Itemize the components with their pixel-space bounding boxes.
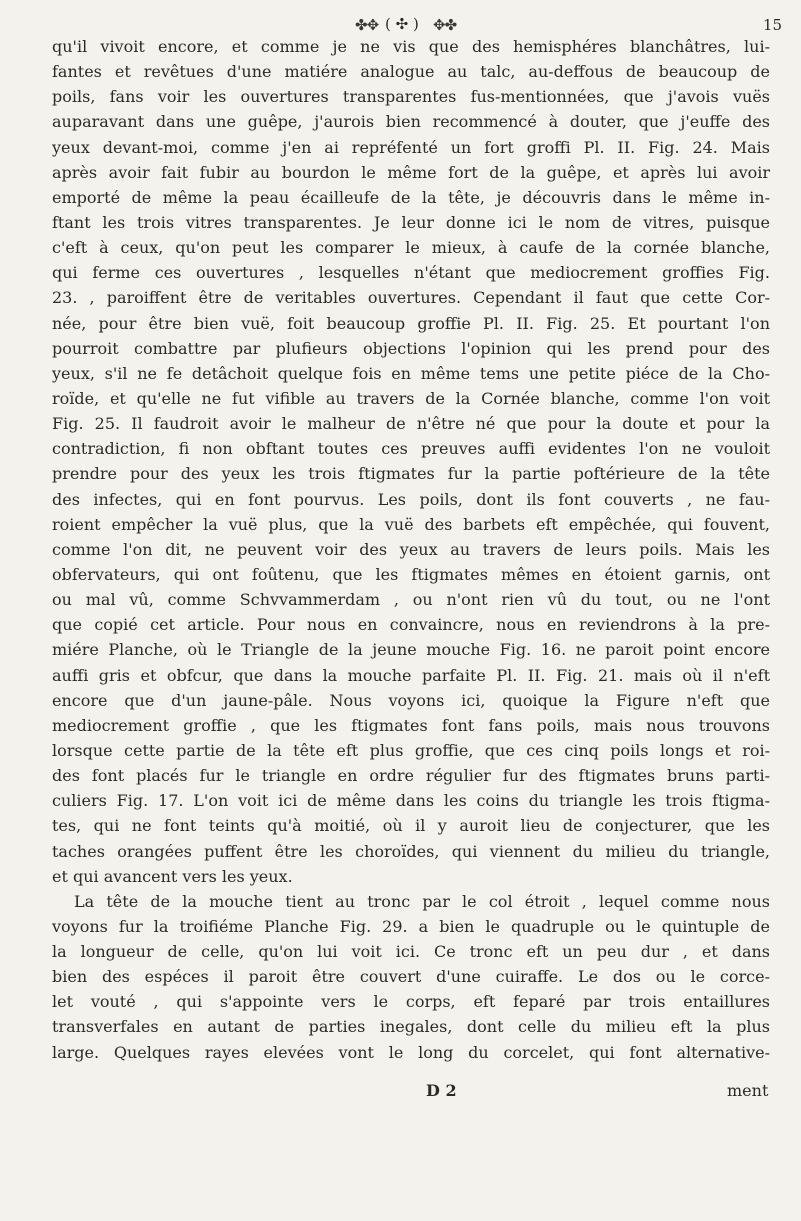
page-header <box>0 14 801 36</box>
text-line: large. Quelques rayes elevées vont le long du corcelet, qui font alternative- <box>52 1042 770 1062</box>
catchword: ment <box>727 1081 769 1100</box>
text-line: Fig. 25. Il faudroit avoir le malheur de n'être né que pour la doute et pour la <box>52 414 770 434</box>
body-text <box>52 34 770 1065</box>
text-line: roient empêcher la vuë plus, que la vuë des barbets eft empêchée, qui fouvent, <box>52 514 770 534</box>
text-line: prendre pour des yeux les trois ftigmates fur la partie poftérieure de la tête <box>52 464 770 484</box>
text-line: comme l'on dit, ne peuvent voir des yeux au travers de leurs poils. Mais les <box>52 539 770 559</box>
page-number: 15 <box>763 16 783 34</box>
paragraph-end-line: et qui avancent vers les yeux. <box>52 866 293 886</box>
text-line: 23. , paroiffent être de veritables ouvertures. Cependant il faut que cette Cor- <box>52 288 770 308</box>
text-line: voyons fur la troifiéme Planche Fig. 29. a bien le quadruple ou le quintuple de <box>52 916 770 936</box>
text-line: pourroit combattre par plufieurs objections l'opinion qui les prend pour des <box>52 338 770 358</box>
text-line: bien des espéces il paroit être couvert d'une cuiraffe. Le dos ou le corce- <box>52 967 770 987</box>
text-line: auffi gris et obfcur, que dans la mouche parfaite Pl. II. Fig. 21. mais où il n'eft <box>52 665 770 685</box>
text-line: transverfales en autant de parties inegales, dont celle du milieu eft la plus <box>52 1017 770 1037</box>
text-line: emporté de même la peau écailleufe de la tête, je découvris dans le même in- <box>52 187 770 207</box>
text-line: la longueur de celle, qu'on lui voit ici. Ce tronc eft un peu dur , et dans <box>52 942 770 962</box>
text-line: lorsque cette partie de la tête eft plus groffie, que ces cinq poils longs et roi- <box>52 740 770 760</box>
text-line: roïde, et qu'elle ne fut vifible au travers de la Cornée blanche, comme l'on voit <box>52 388 770 408</box>
text-line: contradiction, fi non obftant toutes ces preuves auffi evidentes l'on ne vouloit <box>52 439 770 459</box>
text-line: des infectes, qui en font pourvus. Les poils, dont ils font couverts , ne fau- <box>52 489 770 509</box>
text-line: ftant les trois vitres transparentes. Je leur donne ici le nom de vitres, puisque <box>52 212 770 232</box>
text-line: auparavant dans une guêpe, j'aurois bien recommencé à douter, que j'euffe des <box>52 112 770 132</box>
signature-mark: D 2 <box>426 1081 457 1100</box>
text-line: après avoir fait fubir au bourdon le même fort de la guêpe, et après lui avoir <box>52 162 770 182</box>
text-line: qu'il vivoit encore, et comme je ne vis que des hemisphéres blanchâtres, lui- <box>52 37 770 56</box>
header-ornament-right: ✥✤ <box>433 16 457 34</box>
text-line: culiers Fig. 17. L'on voit ici de même dans les coins du triangle les trois ftigma- <box>52 791 770 811</box>
text-line: fantes et revêtues d'une matiére analogue au talc, au-deffous de beaucoup de <box>52 62 770 82</box>
text-line: obfervateurs, qui ont foûtenu, que les ftigmates mêmes en étoient garnis, ont <box>52 564 770 584</box>
text-line: miére Planche, où le Triangle de la jeune mouche Fig. 16. ne paroit point encore <box>52 640 770 660</box>
text-line: que copié cet article. Pour nous en convaincre, nous en reviendrons à la pre- <box>52 615 770 635</box>
header-ornament-left: ✤✥ <box>355 16 379 34</box>
text-line: yeux devant-moi, comme j'en ai repréfenté un fort groffi Pl. II. Fig. 24. Mais <box>52 137 770 157</box>
paragraph-first-line: La tête de la mouche tient au tronc par le col étroit , lequel comme nous <box>74 891 770 911</box>
text-line: yeux, s'il ne fe detâchoit quelque fois en même tems une petite piéce de la Cho- <box>52 363 770 383</box>
page-footer <box>0 1081 801 1105</box>
text-line: encore que d'un jaune-pâle. Nous voyons ici, quoique la Figure n'eft que <box>52 690 770 710</box>
text-line: mediocrement groffie , que les ftigmates font fans poils, mais nous trouvons <box>52 715 770 735</box>
text-line: poils, fans voir les ouvertures transparentes fus-mentionnées, que j'avois vuës <box>52 87 770 107</box>
text-line: ou mal vû, comme Schvvammerdam , ou n'ont rien vû du tout, ou ne l'ont <box>52 590 770 610</box>
text-line: qui ferme ces ouvertures , lesquelles n'étant que mediocrement groffies Fig. <box>52 263 770 283</box>
header-ornament-center: ( ✣ ) <box>385 15 419 33</box>
text-line: des font placés fur le triangle en ordre régulier fur des ftigmates bruns parti- <box>52 766 770 786</box>
text-line: let vouté , qui s'appointe vers le corps, eft feparé par trois entaillures <box>52 992 770 1012</box>
text-line: née, pour être bien vuë, foit beaucoup groffie Pl. II. Fig. 25. Et pourtant l'on <box>52 313 770 333</box>
text-line: c'eft à ceux, qu'on peut les comparer le mieux, à caufe de la cornée blanche, <box>52 238 770 258</box>
text-line: taches orangées puffent être les choroïdes, qui viennent du milieu du triangle, <box>52 841 770 861</box>
text-line: tes, qui ne font teints qu'à moitié, où il y auroit lieu de conjecturer, que les <box>52 816 770 836</box>
